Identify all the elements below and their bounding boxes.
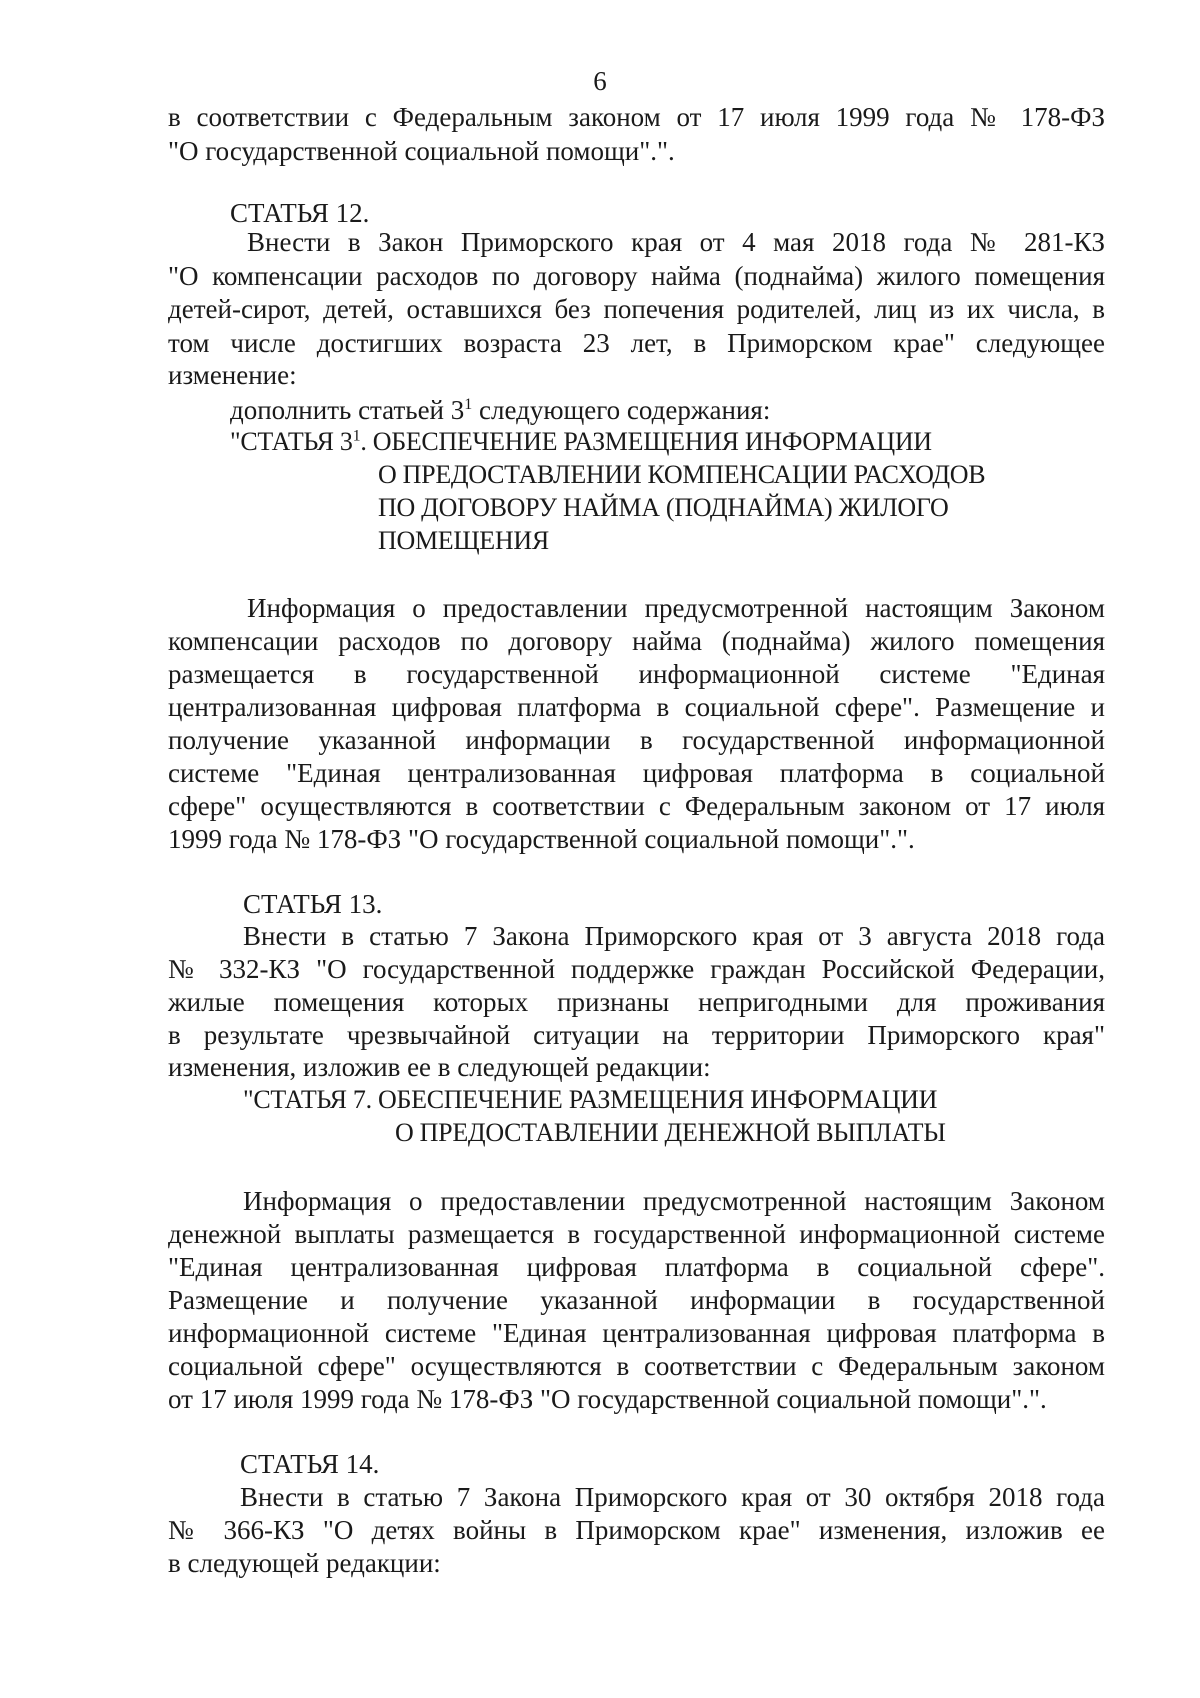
article-heading: СТАТЬЯ 14.: [240, 1449, 380, 1479]
article-title-line: ПО ДОГОВОРУ НАЙМА (ПОДНАЙМА) ЖИЛОГО: [378, 493, 949, 522]
article-title-line: О ПРЕДОСТАВЛЕНИИ ДЕНЕЖНОЙ ВЫПЛАТЫ: [395, 1118, 946, 1147]
text-line: "Единая централизованная цифровая платформа в социальной сфере".: [168, 1252, 1105, 1282]
text-line: Информация о предоставлении предусмотренной настоящим Законом: [243, 1186, 1105, 1216]
article-heading: СТАТЬЯ 13.: [243, 889, 383, 919]
text-line: информационной системе "Единая централизованная цифровая платформа в: [168, 1318, 1105, 1348]
text-run: . ОБЕСПЕЧЕНИЕ РАЗМЕЩЕНИЯ ИНФОРМАЦИИ: [360, 427, 932, 456]
text-line: [230, 393, 770, 427]
text-line: Размещение и получение указанной информации в государственной: [168, 1285, 1105, 1315]
text-line: системе "Единая централизованная цифровая платформа в социальной: [168, 758, 1105, 788]
text-line: № 366-КЗ "О детях войны в Приморском крае" изменения, изложив ее: [168, 1515, 1105, 1545]
text-run: "СТАТЬЯ 3: [230, 427, 353, 456]
text-line: "О государственной социальной помощи".".: [168, 136, 675, 166]
text-line: получение указанной информации в государственной информационной: [168, 725, 1105, 755]
text-line: жилые помещения которых признаны непригодными для проживания: [168, 987, 1105, 1017]
text-line: сфере" осуществляются в соответствии с Федеральным законом от 17 июля: [168, 791, 1105, 821]
text-line: в соответствии с Федеральным законом от 17 июля 1999 года № 178-ФЗ: [168, 102, 1105, 132]
superscript: 1: [352, 427, 361, 445]
text-line: социальной сфере" осуществляются в соответствии с Федеральным законом: [168, 1351, 1105, 1381]
text-line: "О компенсации расходов по договору найма (поднайма) жилого помещения: [168, 261, 1105, 291]
text-line: в результате чрезвычайной ситуации на территории Приморского края": [168, 1020, 1105, 1050]
article-title: "СТАТЬЯ 7. ОБЕСПЕЧЕНИЕ РАЗМЕЩЕНИЯ ИНФОРМАЦИИ: [243, 1085, 938, 1114]
text-line: Внести в Закон Приморского края от 4 мая 2018 года № 281-КЗ: [247, 227, 1105, 257]
text-line: размещается в государственной информационной системе "Единая: [168, 659, 1105, 689]
text-line: изменение:: [168, 360, 297, 390]
text-line: денежной выплаты размещается в государственной информационной системе: [168, 1219, 1105, 1249]
text-line: компенсации расходов по договору найма (поднайма) жилого помещения: [168, 626, 1105, 656]
text-line: Внести в статью 7 Закона Приморского края от 30 октября 2018 года: [240, 1482, 1105, 1512]
text-line: централизованная цифровая платформа в социальной сфере". Размещение и: [168, 692, 1105, 722]
text-line: 1999 года № 178-ФЗ "О государственной социальной помощи".".: [168, 824, 915, 854]
superscript: 1: [464, 396, 473, 413]
text-line: том числе достигших возраста 23 лет, в Приморском крае" следующее: [168, 328, 1105, 358]
text-line: от 17 июля 1999 года № 178-ФЗ "О государственной социальной помощи".".: [168, 1384, 1047, 1414]
text-run: дополнить статьей 3: [230, 395, 465, 425]
article-title-line: О ПРЕДОСТАВЛЕНИИ КОМПЕНСАЦИИ РАСХОДОВ: [378, 460, 986, 489]
text-line: детей-сирот, детей, оставшихся без попечения родителей, лиц из их числа, в: [168, 294, 1105, 324]
text-run: следующего содержания:: [472, 395, 771, 425]
text-line: № 332-КЗ "О государственной поддержке граждан Российской Федерации,: [168, 954, 1105, 984]
page-number: 6: [593, 66, 607, 96]
text-line: изменения, изложив ее в следующей редакции:: [168, 1052, 711, 1082]
text-line: Информация о предоставлении предусмотренной настоящим Законом: [247, 593, 1105, 623]
article-title-line: ПОМЕЩЕНИЯ: [378, 526, 549, 555]
text-line: Внести в статью 7 Закона Приморского края от 3 августа 2018 года: [243, 921, 1105, 951]
text-line: в следующей редакции:: [168, 1548, 441, 1578]
article-title: [230, 425, 932, 458]
article-heading: СТАТЬЯ 12.: [230, 198, 370, 228]
